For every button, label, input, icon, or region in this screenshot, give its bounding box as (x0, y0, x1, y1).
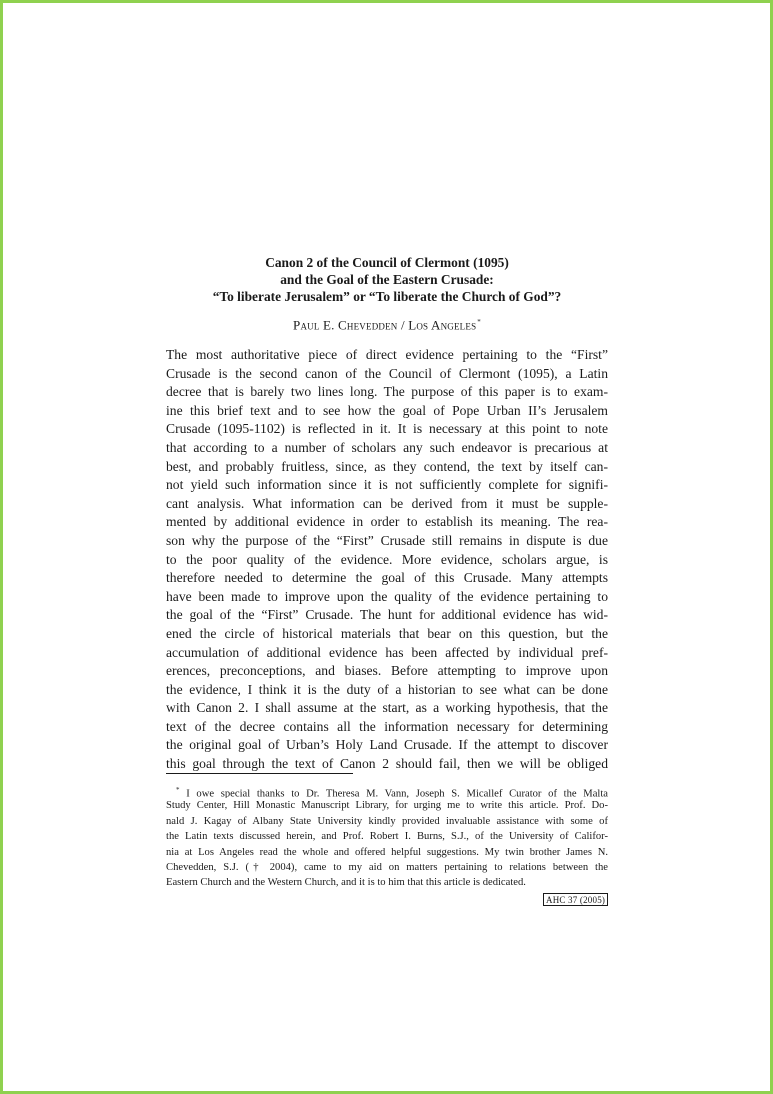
body-line: with Canon 2. I shall assume at the start, as a working hypothesis, that the (166, 700, 608, 716)
body-line: son why the purpose of the “First” Crusade still remains in dispute is due (166, 532, 608, 548)
body-line: text of the decree contains all the information necessary for determining (166, 718, 608, 734)
body-line: ine this brief text and to see how the goal of Pope Urban II’s Jerusalem (166, 402, 608, 418)
body-line: the original goal of Urban’s Holy Land Crusade. If the attempt to discover (166, 737, 608, 753)
footnote-block (166, 783, 608, 891)
author-name: Paul E. Chevedden / Los Angeles (293, 317, 477, 333)
article-title-line-1: Canon 2 of the Council of Clermont (1095) (265, 255, 509, 270)
footnote-line (166, 783, 608, 798)
body-line: erences, preconceptions, and biases. Before attempting to improve upon (166, 663, 608, 679)
footnote-text: I owe special thanks to Dr. Theresa M. Vann, Joseph S. Micallef Curator of the Malta (186, 788, 608, 799)
author-byline (166, 314, 608, 333)
footnote-line: nia at Los Angeles read the whole and offered helpful suggestions. My twin brother James N. (166, 846, 608, 858)
article-title-line-2: and the Goal of the Eastern Crusade: (280, 272, 494, 287)
article-title-line-3: “To liberate Jerusalem” or “To liberate the Church of God”? (212, 289, 562, 304)
journal-citation-badge: AHC 37 (2005) (543, 893, 608, 906)
body-line: to the poor quality of the evidence. More evidence, scholars argue, is (166, 551, 608, 567)
footnote-mark: * (176, 786, 180, 794)
body-line: the evidence, I think it is the duty of a historian to see what can be done (166, 681, 608, 697)
body-line: the goal of the “First” Crusade. The hunt for additional evidence has wid- (166, 607, 608, 623)
body-line: not yield such information since it is not sufficiently complete for signifi- (166, 477, 608, 493)
body-line: mented by additional evidence in order to establish its meaning. The rea- (166, 514, 608, 530)
body-line: ened the circle of historical materials that bear on this question, but the (166, 625, 608, 641)
footnote-separator (166, 773, 353, 774)
body-line: Crusade is the second canon of the Council of Clermont (1095), a Latin (166, 365, 608, 381)
footnote-line: nald J. Kagay of Albany State University kindly provided invaluable assistance with some of (166, 815, 608, 827)
footnote-line: the Latin texts discussed herein, and Prof. Robert I. Burns, S.J., of the University of Califor- (166, 831, 608, 843)
article-header (166, 254, 608, 333)
article-body (166, 346, 608, 774)
body-line: The most authoritative piece of direct evidence pertaining to the “First” (166, 347, 608, 362)
body-line: Crusade (1095-1102) is reflected in it. It is necessary at this point to note (166, 421, 608, 437)
body-line: accumulation of additional evidence has been affected by individual pref- (166, 644, 608, 660)
byline-footnote-mark[interactable]: * (477, 318, 481, 326)
footnote-line: Study Center, Hill Monastic Manuscript Library, for urging me to write this article. Prof. Do- (166, 800, 608, 812)
body-line: this goal through the text of Canon 2 should fail, then we will be obliged (166, 756, 608, 772)
body-line: decree that is barely two lines long. The purpose of this paper is to exam- (166, 384, 608, 400)
footnote-line: Chevedden, S.J. († 2004), came to my aid on matters pertaining to relations between the (166, 861, 608, 873)
body-line: that according to a number of scholars any such endeavor is precarious at (166, 439, 608, 455)
body-line: best, and probably fruitless, since, as they contend, the text by itself can- (166, 458, 608, 474)
body-line: cant analysis. What information can be derived from it must be supple- (166, 495, 608, 511)
body-line: have been made to improve upon the quality of the evidence pertaining to (166, 588, 608, 604)
body-line: therefore needed to determine the goal of this Crusade. Many attempts (166, 570, 608, 586)
footnote-line: Eastern Church and the Western Church, and it is to him that this article is dedicated. (166, 877, 526, 889)
